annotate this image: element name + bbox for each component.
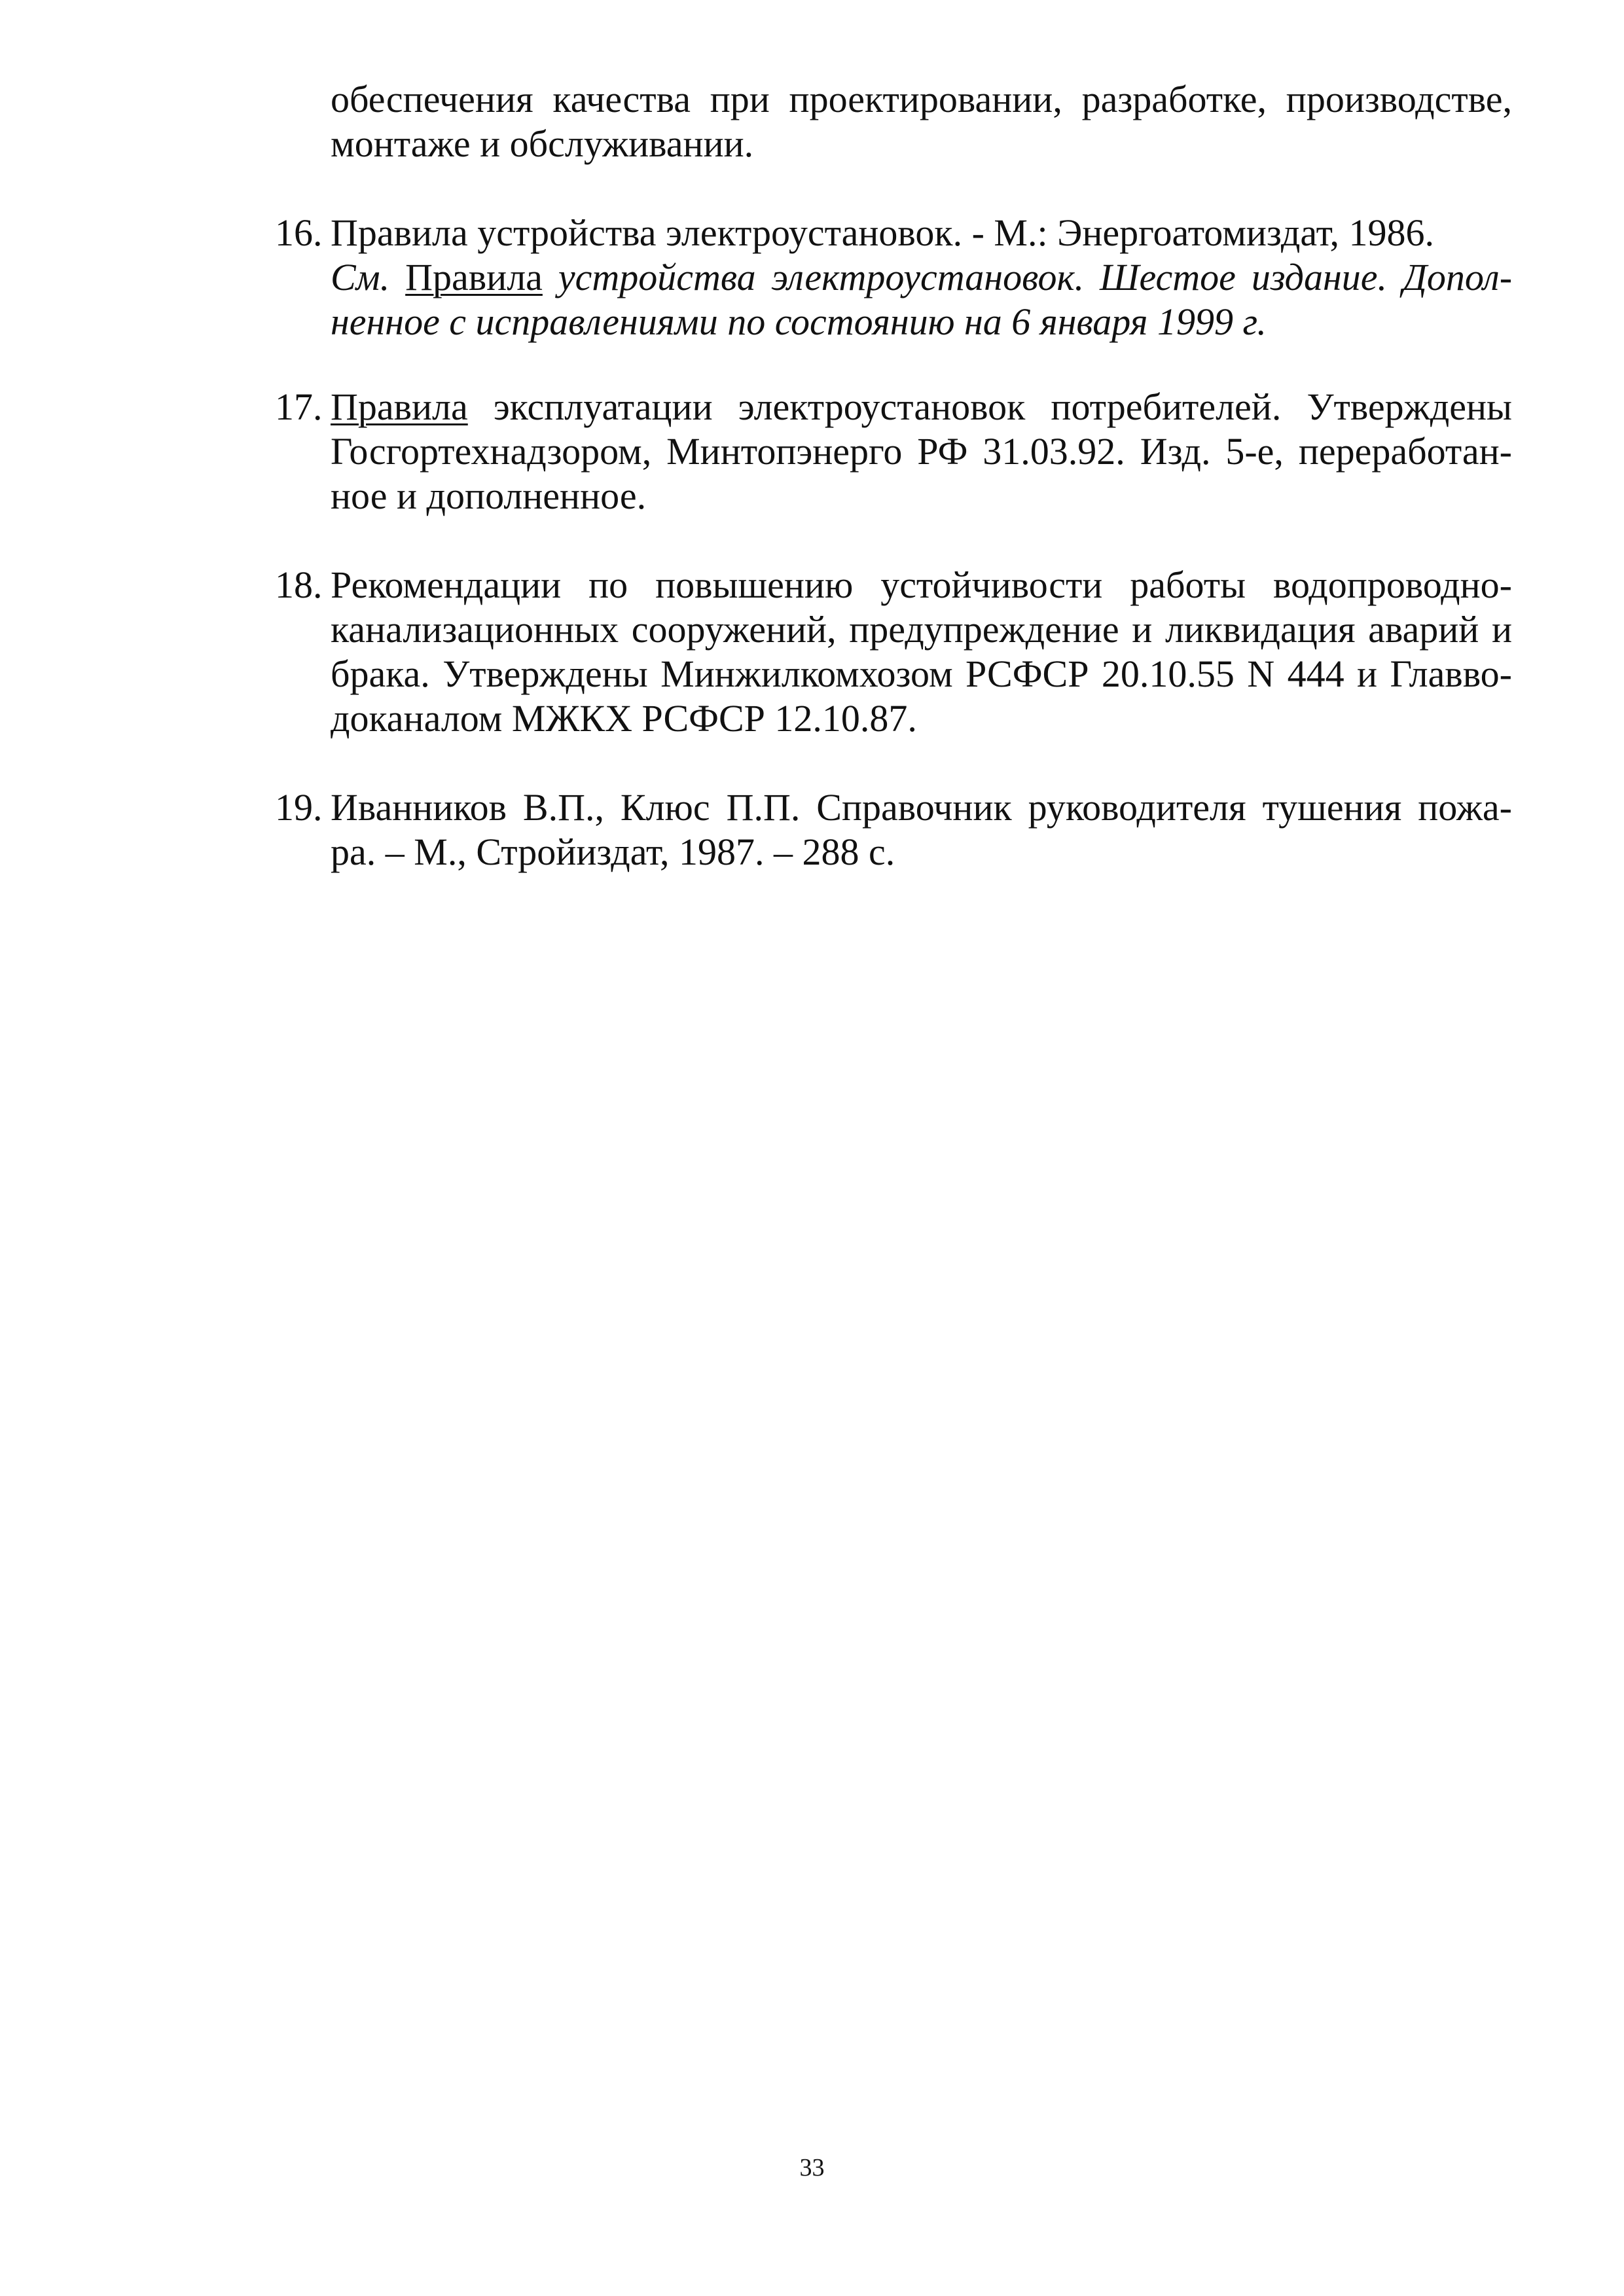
entry-text: канализационных сооружений, предупреждение и ликвидация аварий и xyxy=(331,608,1512,651)
continuation-line: монтаже и обслуживании. xyxy=(331,122,754,165)
entry-text: Рекомендации по повышению устойчивости работы водопроводно- xyxy=(331,564,1512,606)
see-also-text: устройства электроустановок. Шестое издание. Допол- xyxy=(558,256,1513,298)
see-also-text: ненное с исправлениями по состоянию на 6 января 1999 г. xyxy=(331,300,1267,343)
entry-number: 17. xyxy=(275,386,323,428)
entry-number: 19. xyxy=(275,786,323,829)
entry-link[interactable]: Правила xyxy=(331,386,468,428)
see-prefix: См. xyxy=(331,256,390,298)
reference-entry-19 xyxy=(275,785,1512,874)
page-number: 33 xyxy=(799,2154,825,2181)
entry-text: Госгортехнадзором, Минтопэнерго РФ 31.03.92. Изд. 5-е, переработан- xyxy=(331,430,1512,473)
reference-entry-18 xyxy=(275,563,1512,741)
reference-entry-16 xyxy=(275,211,1512,344)
see-also-link[interactable]: Правила xyxy=(405,256,543,298)
entry-body xyxy=(331,785,1512,874)
continuation-line: обеспечения качества при проектировании, разработке, производстве, xyxy=(331,78,1512,120)
entry-text: ное и дополненное. xyxy=(331,475,647,517)
reference-entry-17 xyxy=(275,385,1512,518)
entry-body xyxy=(331,385,1512,518)
entry-text: ра. – М., Стройиздат, 1987. – 288 с. xyxy=(331,831,895,873)
continuation-paragraph xyxy=(331,77,1512,166)
see-also-line xyxy=(331,255,1512,300)
entry-text: Иванников В.П., Клюс П.П. Справочник руководителя тушения пожа- xyxy=(331,786,1512,829)
entry-text: эксплуатации электроустановок потребителей. Утверждены xyxy=(493,386,1512,428)
entry-body xyxy=(331,563,1512,741)
entry-text: брака. Утверждены Минжилкомхозом РСФСР 20.10.55 N 444 и Главво- xyxy=(331,653,1512,695)
entry-number: 18. xyxy=(275,564,323,606)
entry-text-line xyxy=(331,385,1512,429)
entry-text: Правила устройства электроустановок. - М.: Энергоатомиздат, 1986. xyxy=(331,211,1435,254)
entry-body xyxy=(331,211,1512,344)
entry-number: 16. xyxy=(275,211,323,254)
entry-text: доканалом МЖКХ РСФСР 12.10.87. xyxy=(331,697,917,740)
